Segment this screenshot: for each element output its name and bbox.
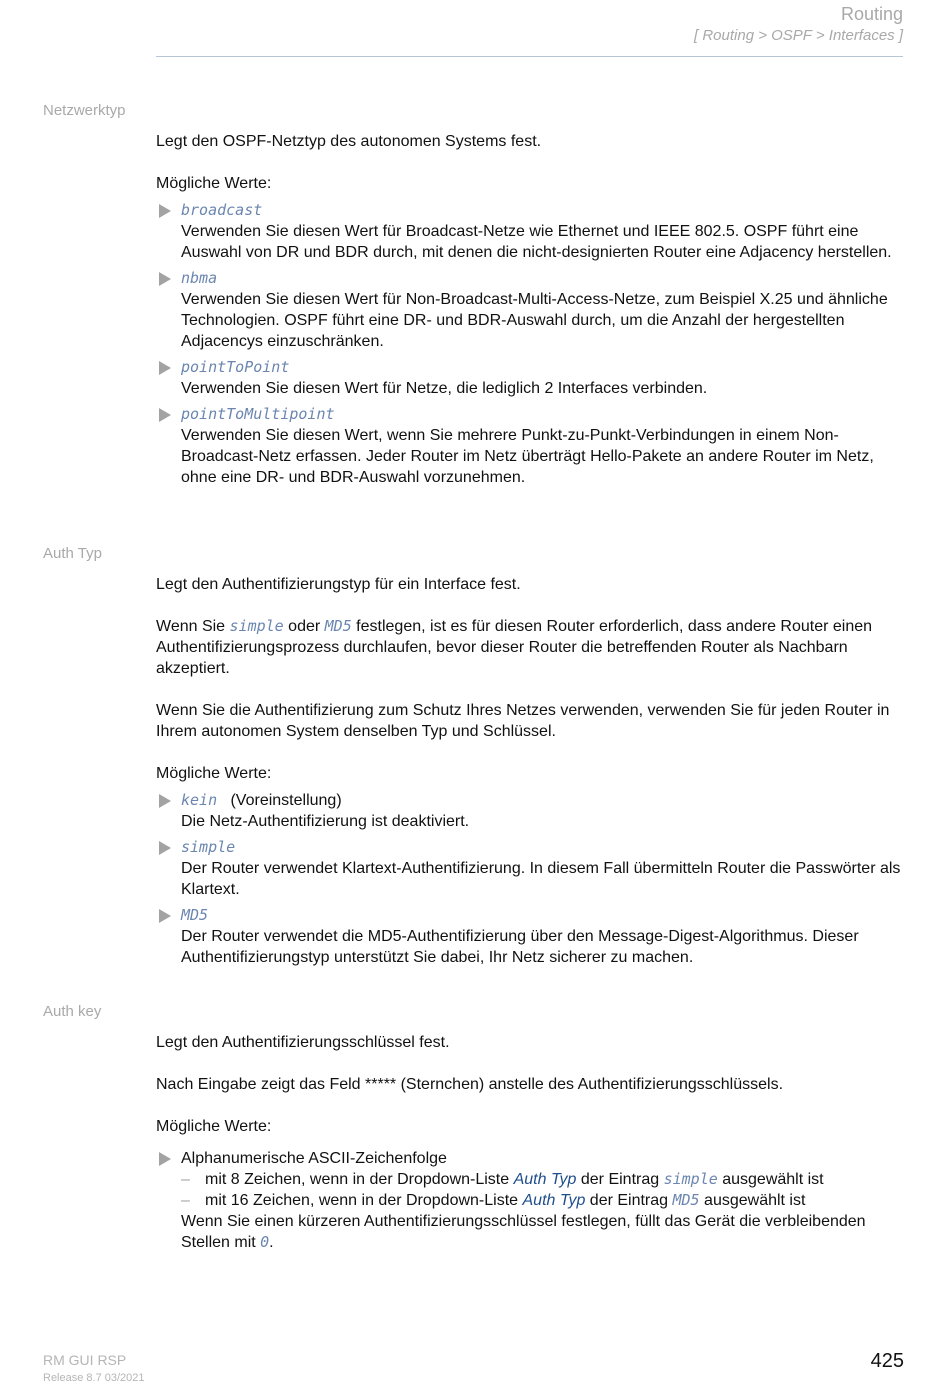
auth-typ-paragraph-2: Wenn Sie simple oder MD5 festlegen, ist es für diesen Router erforderlich, dass andere Router einen Authentifizierungsprozess durchlaufen, bevor dieser Router die betreffenden Router als Nachbarn akzeptiert. [156, 617, 873, 677]
netzwerktyp-values-heading: Mögliche Werte: [156, 175, 272, 192]
footer-document-name: RM GUI RSP [43, 1352, 127, 1368]
inline-code-md5: MD5 [672, 1191, 700, 1209]
auth-typ-values-list [156, 790, 903, 968]
auth-key-intro: Legt den Authentifizierungsschlüssel fest. [156, 1034, 450, 1051]
label-auth-typ: Auth Typ [43, 545, 102, 562]
value-description: Wenn Sie einen kürzeren Authentifizierungsschlüssel festlegen, füllt das Gerät die verbleibenden Stellen mit 0. [181, 1213, 866, 1251]
bullet-triangle-icon [159, 204, 171, 218]
auth-key-values-heading: Mögliche Werte: [156, 1118, 272, 1135]
bullet-triangle-icon [159, 272, 171, 286]
section-auth-key [156, 1032, 903, 1253]
page-number: 425 [870, 1350, 904, 1372]
list-item [156, 404, 903, 488]
ui-ref-auth-typ: Auth Typ [522, 1192, 586, 1209]
value-code: nbma [181, 269, 218, 287]
section-netzwerktyp [156, 131, 903, 488]
list-item [156, 268, 903, 352]
list-item [156, 357, 903, 399]
value-code: broadcast [181, 201, 263, 219]
value-description: Der Router verwendet die MD5-Authentifizierung über den Message-Digest-Algorithmus. Dieser Authentifizierungstyp unterstützt Sie dabei, Ihr Netz sicherer zu machen. [181, 928, 859, 966]
inline-code-zero: 0 [260, 1233, 270, 1251]
bullet-triangle-icon [159, 361, 171, 375]
value-code: pointToPoint [181, 358, 290, 376]
label-netzwerktyp: Netzwerktyp [43, 102, 126, 119]
list-item [156, 837, 903, 900]
auth-key-paragraph-2: Nach Eingabe zeigt das Feld ***** (Sternchen) anstelle des Authentifizierungsschlüssels. [156, 1076, 784, 1093]
netzwerktyp-values-list [156, 200, 903, 488]
running-header-path: [ Routing > OSPF > Interfaces ] [694, 27, 903, 44]
list-item [156, 200, 903, 263]
sub-list-item: – mit 8 Zeichen, wenn in der Dropdown-Liste Auth Typ der Eintrag simple ausgewählt ist [181, 1170, 824, 1188]
value-code: simple [181, 838, 236, 856]
value-code: kein [181, 791, 218, 809]
value-description: Die Netz-Authentifizierung ist deaktiviert. [181, 813, 470, 830]
list-item [156, 1148, 903, 1253]
value-code: MD5 [181, 906, 209, 924]
bullet-triangle-icon [159, 841, 171, 855]
ui-ref-auth-typ: Auth Typ [513, 1171, 577, 1188]
value-title: Alphanumerische ASCII-Zeichenfolge [181, 1150, 447, 1167]
label-auth-key: Auth key [43, 1003, 102, 1020]
list-item [156, 790, 903, 832]
list-item [156, 905, 903, 968]
inline-code-simple: simple [229, 617, 284, 635]
running-header-title: Routing [840, 4, 903, 24]
dash-bullet: – [181, 1192, 190, 1209]
header-divider [156, 56, 903, 57]
bullet-triangle-icon [159, 909, 171, 923]
bullet-triangle-icon [159, 408, 171, 422]
value-description: Verwenden Sie diesen Wert für Non-Broadcast-Multi-Access-Netze, zum Beispiel X.25 und ähnliche Technologien. OSPF führt eine DR- und BDR-Auswahl durch, um die Anzahl der hergestellten Adjacencys einzuschränken. [181, 291, 888, 350]
section-auth-typ [156, 574, 903, 968]
auth-typ-intro: Legt den Authentifizierungstyp für ein Interface fest. [156, 576, 521, 593]
sub-list-item: – mit 16 Zeichen, wenn in der Dropdown-Liste Auth Typ der Eintrag MD5 ausgewählt ist [181, 1191, 806, 1209]
value-description: Verwenden Sie diesen Wert für Broadcast-Netze wie Ethernet und IEEE 802.5. OSPF führt eine Auswahl von DR und BDR durch, mit denen die nicht-designierten Router eine Adjacency herstellen. [181, 223, 892, 261]
auth-typ-paragraph-3: Wenn Sie die Authentifizierung zum Schutz Ihres Netzes verwenden, verwenden Sie für jeden Router in Ihrem autonomen System denselben Typ und Schlüssel. [156, 702, 890, 740]
inline-code-md5: MD5 [324, 617, 352, 635]
dash-bullet: – [181, 1171, 190, 1188]
auth-typ-values-heading: Mögliche Werte: [156, 765, 272, 782]
value-default-note: (Voreinstellung) [230, 792, 342, 809]
footer-release: Release 8.7 03/2021 [43, 1372, 145, 1384]
bullet-triangle-icon [159, 1152, 171, 1166]
value-description: Der Router verwendet Klartext-Authentifizierung. In diesem Fall übermitteln Router die Passwörter als Klartext. [181, 860, 901, 898]
value-description: Verwenden Sie diesen Wert, wenn Sie mehrere Punkt-zu-Punkt-Verbindungen in einem Non-Broadcast-Netz erfassen. Jeder Router im Netz überträgt Hello-Pakete an andere Router im Netz, ohne eine DR- und BDR-Auswahl vorzunehmen. [181, 427, 874, 486]
netzwerktyp-intro: Legt den OSPF-Netztyp des autonomen Systems fest. [156, 133, 542, 150]
bullet-triangle-icon [159, 794, 171, 808]
value-code: pointToMultipoint [181, 405, 335, 423]
inline-code-simple: simple [663, 1170, 718, 1188]
value-description: Verwenden Sie diesen Wert für Netze, die lediglich 2 Interfaces verbinden. [181, 380, 708, 397]
